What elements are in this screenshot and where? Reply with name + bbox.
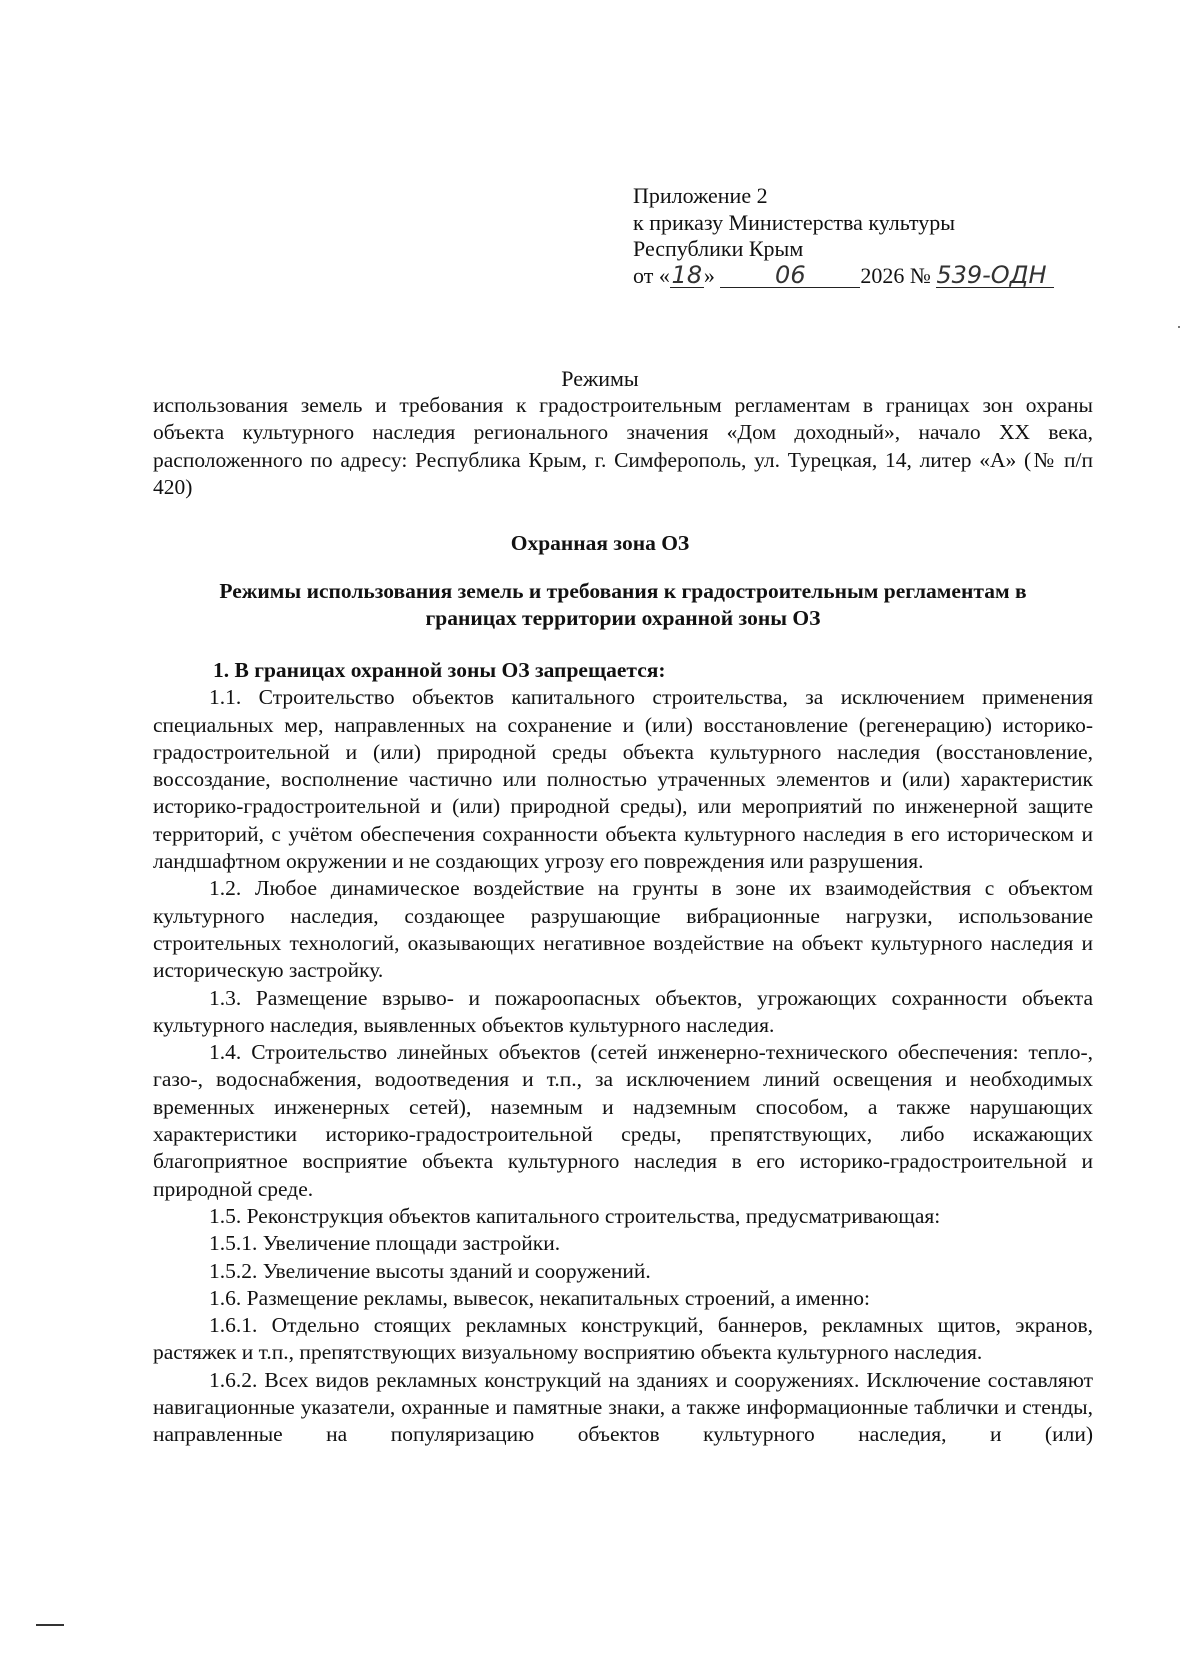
date-year: 2026 №: [860, 262, 931, 288]
section-subtitle: Режимы использования земель и требования к градостроительным регламентам в границах территории охранной зоны ОЗ: [219, 579, 1027, 631]
paragraph-1-5-2: 1.5.2. Увеличение высоты зданий и сооружений.: [209, 1258, 651, 1283]
date-day-handwritten: 18: [671, 260, 703, 289]
paragraph-1-2: 1.2. Любое динамическое воздействие на грунты в зоне их взаимодействия с объектом культурного наследия, создающее разрушающие вибрационные нагрузки, использование строительных технологий, оказывающих негативное воздействие на объект культурного наследия и историческую застройку.: [153, 876, 1093, 983]
order-date-line: [633, 260, 1093, 290]
appendix-label: Приложение 2: [633, 183, 768, 208]
paragraph-1-6-1: 1.6.1. Отдельно стоящих рекламных конструкций, баннеров, рекламных щитов, экранов, растяжек и т.п., препятствующих визуальному восприятию объекта культурного наследия.: [153, 1313, 1093, 1365]
date-month-handwritten: 06: [775, 260, 806, 289]
paragraph-1-3: 1.3. Размещение взрыво- и пожароопасных объектов, угрожающих сохранности объекта культурного наследия, выявленных объектов культурного наследия.: [153, 985, 1093, 1037]
order-number-handwritten: 539-ОДН: [936, 260, 1047, 289]
paragraph-1-4: 1.4. Строительство линейных объектов (сетей инженерно-технического обеспечения: тепло-, газо-, водоснабжения, водоотведения и т.п., за исключением линий освещения и необходимых временных инженерных сетей), наземным и надземным способом, а также нарушающих характеристики историко-градостроительной среды, препятствующих, либо искажающих благоприятное восприятие объекта культурного наследия в его историко-градостроительной и природной среде.: [153, 1040, 1093, 1201]
paragraph-1-6: 1.6. Размещение рекламы, вывесок, некапитальных строений, а именно:: [209, 1285, 871, 1310]
order-number-field: [936, 260, 1054, 289]
scan-margin-dash: [36, 1624, 64, 1626]
section-title: Охранная зона ОЗ: [510, 531, 690, 555]
appendix-header: [633, 183, 1093, 289]
paragraph-1-6-2: 1.6.2. Всех видов рекламных конструкций на зданиях и сооружениях. Исключение составляют навигационные указатели, охранные и памятные знаки, а также информационные таблички и стенды, направленные на популяризацию объектов культурного наследия, и (или): [153, 1367, 1093, 1447]
order-reference-line2: Республики Крым: [633, 236, 804, 261]
document-subtitle: использования земель и требования к градостроительным регламентам в границах зон охраны объекта культурного наследия регионального значения «Дом доходный», начало XX века, расположенного по адресу: Республика Крым, г. Симферополь, ул. Турецкая, 14, литер «А» (№ п/п 420): [153, 393, 1093, 499]
prohibitions-heading: 1. В границах охранной зоны ОЗ запрещается:: [213, 658, 666, 682]
paragraph-1-1: 1.1. Строительство объектов капитального строительства, за исключением применения специальных мер, направленных на сохранение и (или) восстановление (регенерацию) историко-градостроительной и (или) природной среды объекта культурного наследия (восстановление, воссоздание, восполнение частично или полностью утраченных элементов и (или) характеристик историко-градостроительной и (или) природной среды), или мероприятий по инженерной защите территорий, с учётом обеспечения сохранности объекта культурного наследия в его историческом и ландшафтном окружении и не создающих угрозу его повреждения или разрушения.: [153, 685, 1093, 874]
paragraph-1-5: 1.5. Реконструкция объектов капитального строительства, предусматривающая:: [209, 1203, 941, 1228]
date-day-field: [670, 260, 704, 289]
date-month-field: [720, 260, 860, 289]
scan-margin-mark: [1178, 326, 1180, 328]
body-text: [153, 657, 1093, 1449]
order-reference-line1: к приказу Министерства культуры: [633, 209, 956, 235]
document-title: Режимы: [561, 366, 639, 391]
date-prefix: от «: [633, 262, 670, 288]
paragraph-1-5-1: 1.5.1. Увеличение площади застройки.: [209, 1231, 561, 1256]
date-mid: »: [703, 262, 715, 288]
